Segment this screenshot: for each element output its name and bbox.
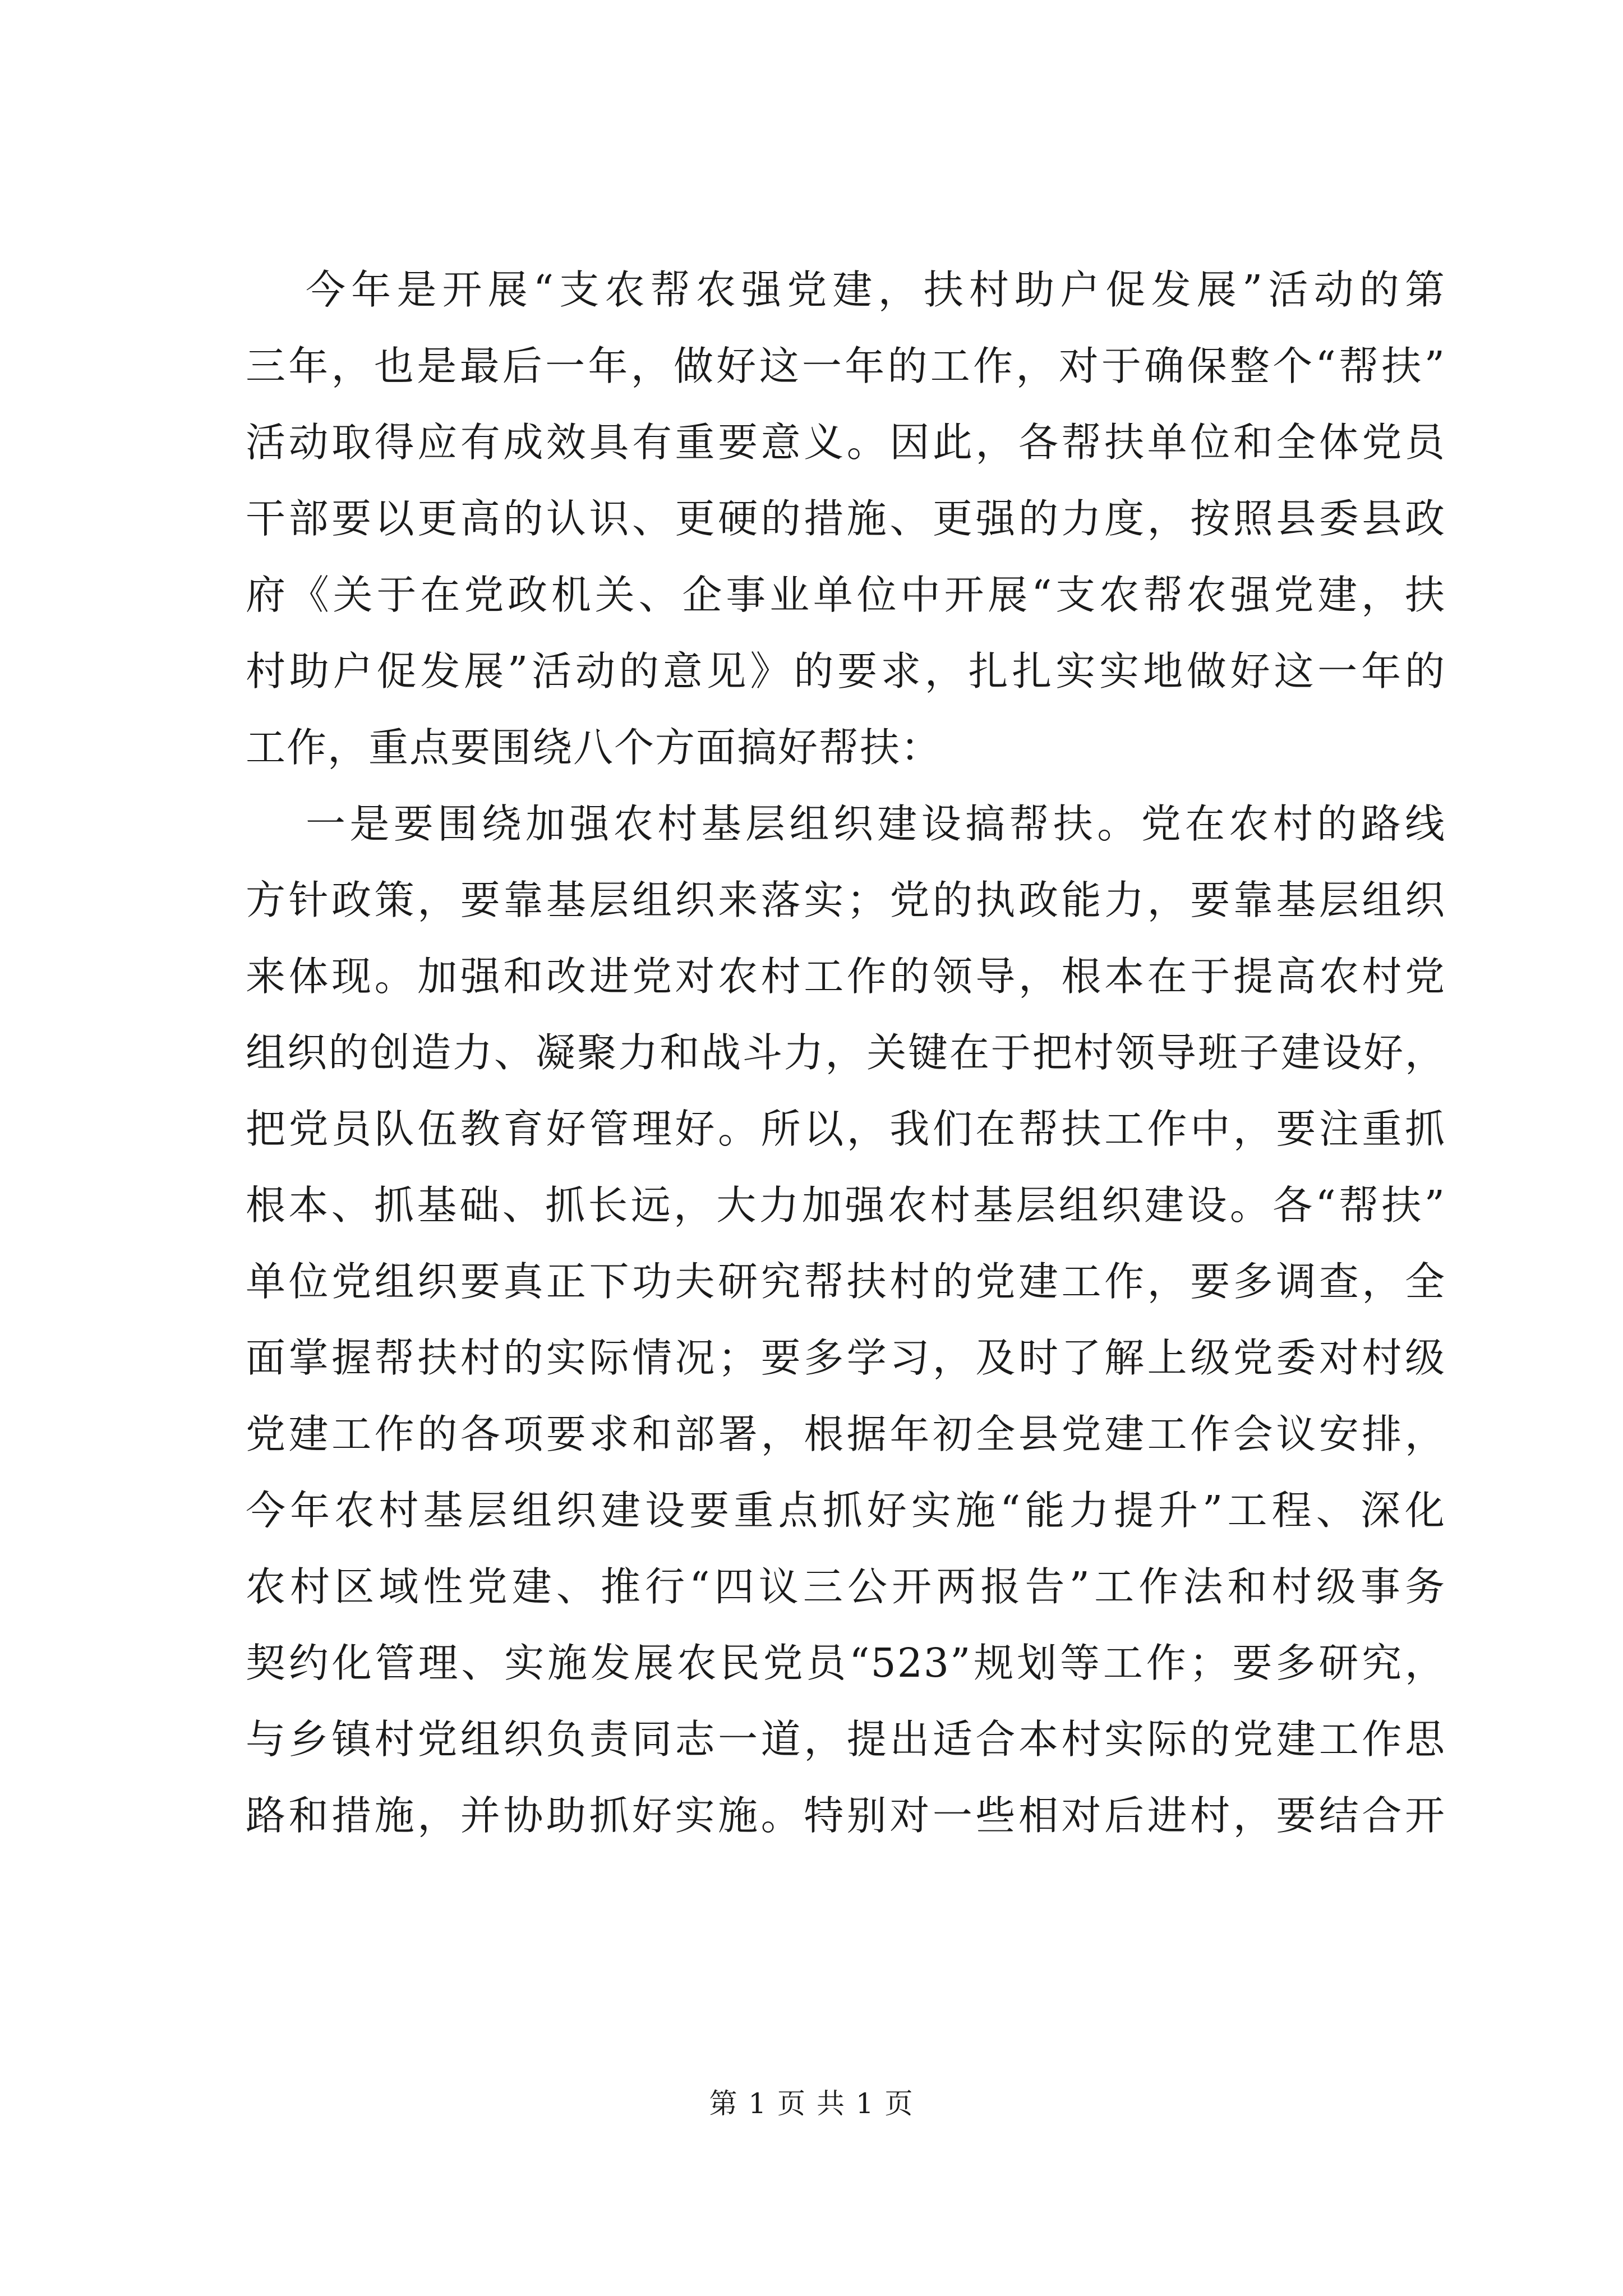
text-line: 来体现。加强和改进党对农村工作的领导，根本在于提高农村党: [246, 953, 1446, 1000]
text-line: 方针政策，要靠基层组织来落实；党的执政能力，要靠基层组织: [246, 877, 1446, 923]
document-body: [246, 252, 1446, 1854]
text-line: 干部要以更高的认识、更硬的措施、更强的力度，按照县委县政: [246, 495, 1446, 542]
text-line: 今年是开展“支农帮农强党建，扶村助户促发展”活动的第: [306, 266, 1446, 313]
text-line: 活动取得应有成效具有重要意义。因此，各帮扶单位和全体党员: [246, 419, 1446, 466]
text-line: 农村区域性党建、推行“四议三公开两报告”工作法和村级事务: [246, 1563, 1446, 1610]
text-line: 根本、抓基础、抓长远，大力加强农村基层组织建设。各“帮扶”: [246, 1182, 1446, 1228]
text-line: 今年农村基层组织建设要重点抓好实施“能力提升”工程、深化: [246, 1487, 1446, 1534]
text-line: 三年，也是最后一年，做好这一年的工作，对于确保整个“帮扶”: [246, 343, 1446, 389]
text-line: 面掌握帮扶村的实际情况；要多学习，及时了解上级党委对村级: [246, 1335, 1446, 1381]
page-footer: 第 1 页 共 1 页: [709, 2087, 914, 2120]
text-line: 路和措施，并协助抓好实施。特别对一些相对后进村，要结合开: [246, 1792, 1446, 1839]
text-line: 村助户促发展”活动的意见》的要求，扎扎实实地做好这一年的: [246, 648, 1446, 694]
text-line: 单位党组织要真正下功夫研究帮扶村的党建工作，要多调查，全: [246, 1258, 1446, 1305]
text-line: 组织的创造力、凝聚力和战斗力，关键在于把村领导班子建设好，: [246, 1029, 1446, 1076]
text-line: 与乡镇村党组织负责同志一道，提出适合本村实际的党建工作思: [246, 1716, 1446, 1763]
text-line: 党建工作的各项要求和部署，根据年初全县党建工作会议安排，: [246, 1411, 1446, 1457]
text-line: 府《关于在党政机关、企事业单位中开展“支农帮农强党建，扶: [246, 572, 1446, 618]
text-line: 契约化管理、实施发展农民党员“523”规划等工作；要多研究，: [246, 1640, 1446, 1686]
text-line: 把党员队伍教育好管理好。所以，我们在帮扶工作中，要注重抓: [246, 1106, 1446, 1152]
text-line: 工作，重点要围绕八个方面搞好帮扶：: [246, 724, 942, 771]
text-line: 一是要围绕加强农村基层组织建设搞帮扶。党在农村的路线: [306, 800, 1446, 847]
